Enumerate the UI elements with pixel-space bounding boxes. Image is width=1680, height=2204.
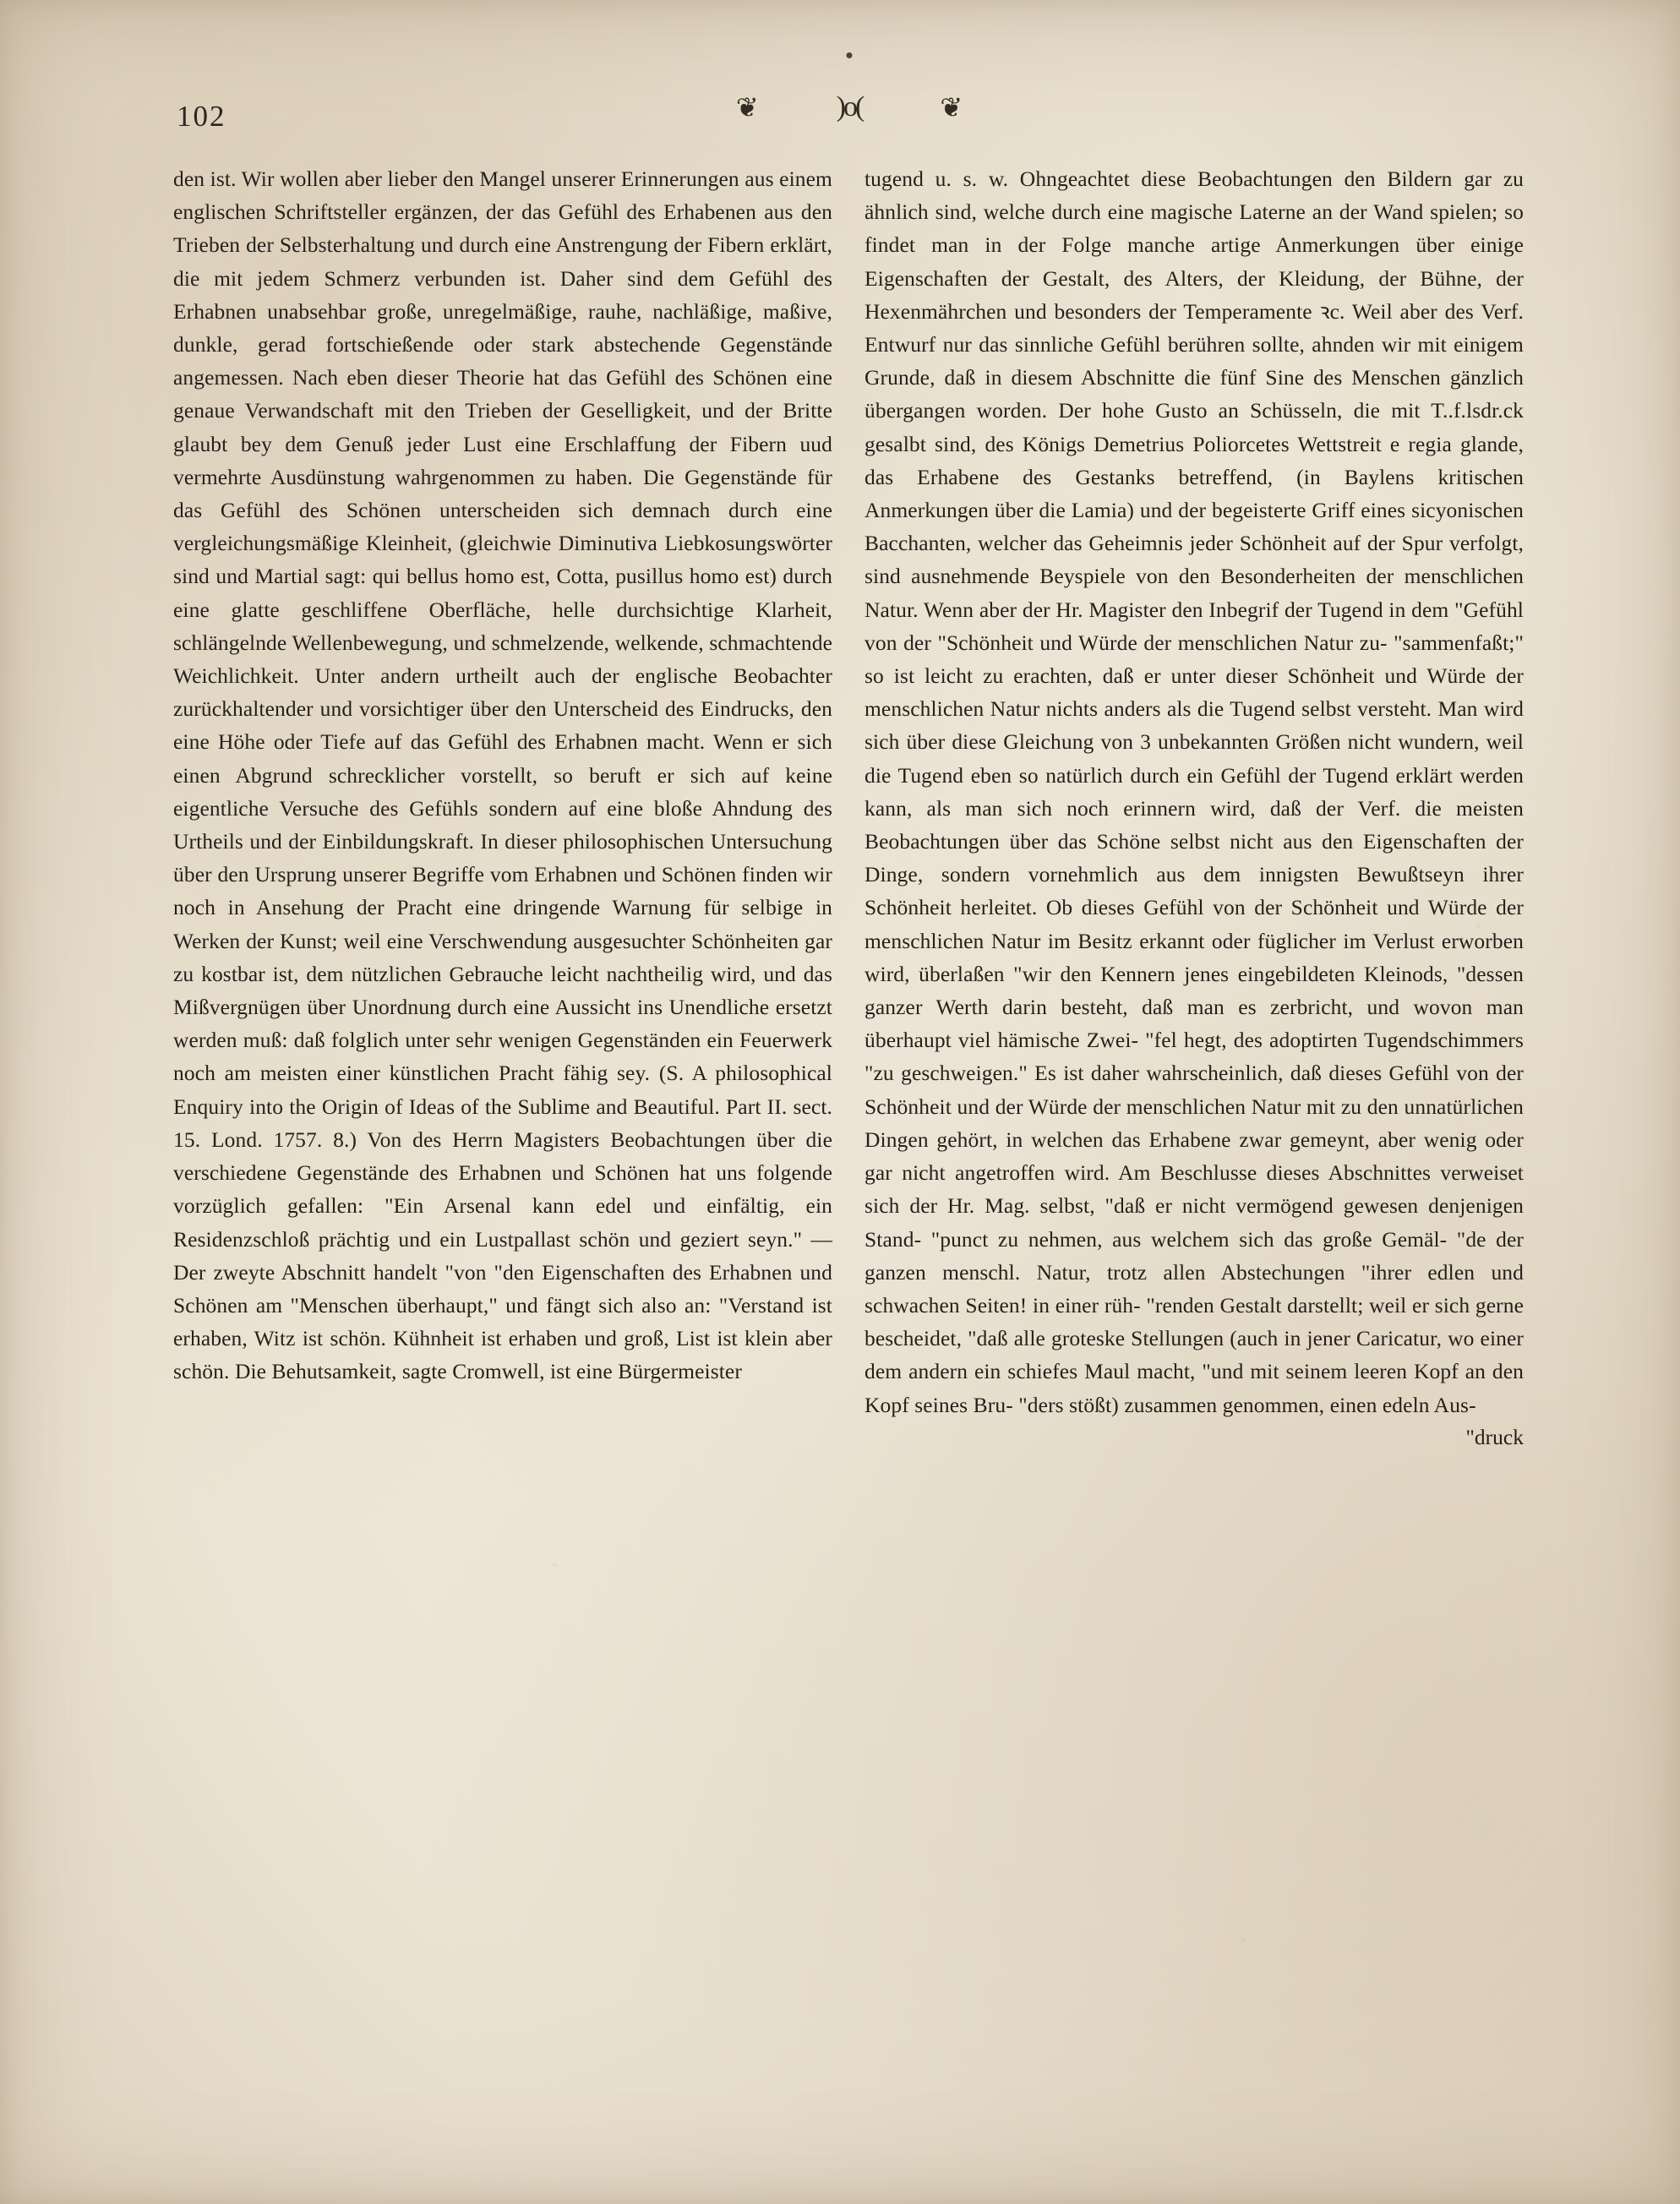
- header-ornament-group: [736, 93, 963, 122]
- column-left-text: den ist. Wir wollen aber lieber den Mangel unserer Erinnerungen aus einem englischen Schriftsteller ergänzen, der das Gefühl des Erhabenen aus den Trieben der Selbsterhaltung und durch eine Anstrengung der Fibern erklärt, die mit jedem Schmerz verbunden ist. Daher sind dem Gefühl des Erhabnen unabsehbar große, unregelmäßige, rauhe, nachläßige, maßive, dunkle, gerad fortschießende oder stark abstechende Gegenstände angemessen. Nach eben dieser Theorie hat das Gefühl des Schönen eine genaue Verwandschaft mit den Trieben der Geselligkeit, und der Britte glaubt bey dem Genuß jeder Lust eine Erschlaffung der Fibern uud vermehrte Ausdünstung wahrgenommen zu haben. Die Gegenstände für das Gefühl des Schönen unterscheiden sich demnach durch eine vergleichungsmäßige Kleinheit, (gleichwie Diminutiva Liebkosungswörter sind und Martial sagt: qui bellus homo est, Cotta, pusillus homo est) durch eine glatte geschliffene Oberfläche, helle durchsichtige Klarheit, schlängelnde Wellenbewegung, und schmelzende, welkende, schmachtende Weichlichkeit. Unter andern urtheilt auch der englische Beobachter zurückhaltender und vorsichtiger über den Unterscheid des Eindrucks, den eine Höhe oder Tiefe auf das Gefühl des Erhabnen macht. Wenn er sich einen Abgrund schrecklicher vorstellt, so beruft er sich auf keine eigentliche Versuche des Gefühls sondern auf eine bloße Ahndung des Urtheils und der Einbildungskraft. In dieser philosophischen Untersuchung über den Ursprung unserer Begriffe vom Erhabnen und Schönen finden wir noch in Ansehung der Pracht eine dringende Warnung für selbige in Werken der Kunst; weil eine Verschwendung ausgesuchter Schönheiten gar zu kostbar ist, dem nützlichen Gebrauche leicht nachtheilig wird, und das Mißvergnügen über Unordnung durch eine Aussicht ins Unendliche ersetzt werden muß: daß folglich unter sehr wenigen Gegenständen ein Feuerwerk noch am meisten einer künstlichen Pracht fähig sey. (S. A philosophical Enquiry into the Origin of Ideas of the Sublime and Beautiful. Part II. sect. 15. Lond. 1757. 8.) Von des Herrn Magisters Beobachtungen über die verschiedene Gegenstände des Erhabnen und Schönen hat uns folgende vorzüglich gefallen: "Ein Arsenal kann edel und einfältig, ein Residenzschloß prächtig und ein Lustpallast schön und geziert seyn." — Der zweyte Abschnitt handelt "von "den Eigenschaften des Erhabnen und Schönen am "Menschen überhaupt," und fängt sich also an: "Verstand ist erhaben, Witz ist schön. Kühnheit ist erhaben und groß, List ist klein aber schön. Die Behutsamkeit, sagte Cromwell, ist eine Bürgermeister: [173, 166, 832, 1384]
- column-right: [865, 162, 1524, 1450]
- shell-ornament-right: ❦: [940, 92, 963, 123]
- ink-speck: [847, 52, 853, 58]
- column-right-text: tugend u. s. w. Ohngeachtet diese Beobachtungen den Bildern gar zu ähnlich sind, welche durch eine magische Laterne an der Wand spielen; so findet man in der Folge manche artige Anmerkungen über einige Eigenschaften der Gestalt, des Alters, der Kleidung, der Bühne, der Hexenmährchen und besonders der Temperamente ꝛc. Weil aber des Verf. Entwurf nur das sinnliche Gefühl berühren sollte, ahnden wir mit einigem Grunde, daß in diesem Abschnitte die fünf Sine des Menschen gänzlich übergangen worden. Der hohe Gusto an Schüsseln, die mit T..f.lsdr.ck gesalbt sind, des Königs Demetrius Poliorcetes Wettstreit e regia glande, das Erhabene des Gestanks betreffend, (in Baylens kritischen Anmerkungen über die Lamia) und der begeisterte Griff eines sicyonischen Bacchanten, welcher das Geheimnis jeder Schönheit auf der Spur verfolgt, sind ausnehmende Beyspiele von den Besonderheiten der menschlichen Natur. Wenn aber der Hr. Magister den Inbegrif der Tugend in dem "Gefühl von der "Schönheit und Würde der menschlichen Natur zu- "sammenfaßt;" so ist leicht zu erachten, daß er unter dieser Schönheit und Würde der menschlichen Natur nichts anders als die Tugend selbst versteht. Man wird sich über diese Gleichung von 3 unbekannten Größen nicht wundern, weil die Tugend eben so natürlich durch ein Gefühl der Tugend erklärt werden kann, als man sich noch erinnern wird, daß der Verf. die meisten Beobachtungen über das Schöne selbst nicht aus den Eigenschaften der Dinge, sondern vornehmlich aus dem innigsten Bewußtseyn ihrer Schönheit herleitet. Ob dieses Gefühl von der Schönheit und Würde der menschlichen Natur im Besitz erkannt oder füglicher im Verlust erworben wird, überlaßen "wir den Kennern jenes eingebildeten Kleinods, "dessen ganzer Werth darin besteht, daß man es zerbricht, und wovon man überhaupt viel hämische Zwei- "fel hegt, des adoptirten Tugendschimmers "zu geschweigen." Es ist daher wahrscheinlich, daß dieses Gefühl von der Schönheit und der Würde der menschlichen Natur mit zu den unnatürlichen Dingen gehört, in welchen das Erhabene zwar gemeynt, aber wenig oder gar nicht angetroffen wird. Am Beschlusse dieses Abschnittes verweiset sich der Hr. Mag. selbst, "daß er nicht vermögend gewesen denjenigen Stand- "punct zu nehmen, aus welchem sich das große Gemäl- "de der ganzen menschl. Natur, trotz allen Abstechungen "ihrer edlen und schwachen Seiten! in einer rüh- "renden Gestalt darstellt; weil er sich gerne bescheidet, "daß alle groteske Stellungen (auch in jener Caricatur, wo einer dem andern ein schiefes Maul macht, "und mit seinem leeren Kopf an den Kopf seines Bru- "ders stößt) zusammen genommen, einen edeln Aus-: [865, 166, 1524, 1417]
- column-left: [173, 162, 832, 1450]
- page-number: 102: [177, 100, 226, 133]
- page-header: [173, 93, 1525, 142]
- shell-ornament-left: ❦: [735, 92, 759, 123]
- center-ornament: )o(: [836, 91, 863, 123]
- two-column-body: [173, 162, 1525, 1450]
- page-content: [173, 93, 1525, 1450]
- catchword: "druck: [1465, 1424, 1524, 1449]
